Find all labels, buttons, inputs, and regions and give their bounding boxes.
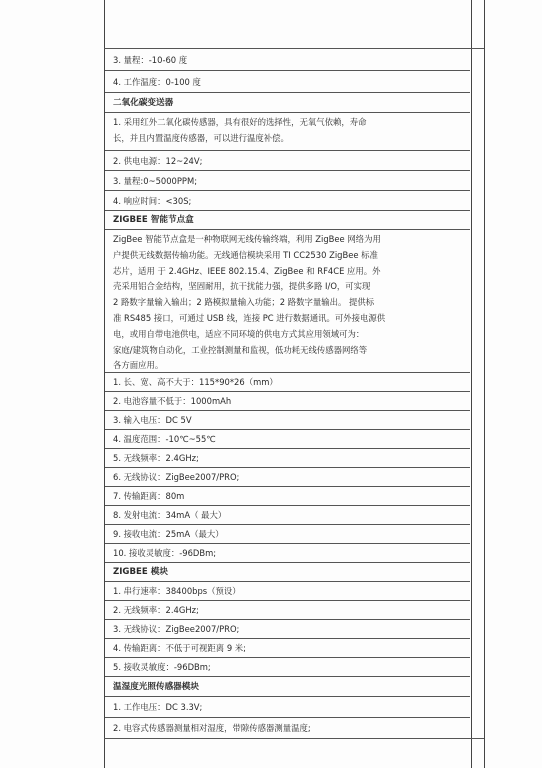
section-title: ZIGBEE 智能节点盒 — [113, 215, 194, 225]
paragraph-line: 户提供无线数据传输功能。无线通信模块采用 TI CC2530 ZigBee 标准 — [113, 249, 378, 260]
row-text: 2. 供电电源：12~24V; — [113, 156, 203, 166]
spec-row-response-time — [105, 190, 470, 210]
row-text: 4. 温度范围：-10℃~55℃ — [113, 434, 216, 444]
row-text: 10. 接收灵敏度：-96DBm; — [113, 548, 217, 558]
spec-row-receive-sensitivity — [105, 543, 470, 562]
section-heading-zigbee-node-box — [105, 210, 470, 229]
row-text: 3. 量程:0~5000PPM; — [113, 176, 198, 186]
spec-row-range-temp — [105, 48, 470, 70]
row-text: 5. 接收灵敏度：-96DBm; — [113, 662, 211, 672]
section-title: 温湿度光照传感器模块 — [113, 682, 199, 692]
spec-row-module-protocol — [105, 619, 470, 638]
row-text: 1. 工作电压：DC 3.3V; — [113, 702, 203, 712]
paragraph-line: 家庭/建筑物自动化，工业控制测量和监视，低功耗无线传感器网络等 — [113, 344, 368, 355]
spec-row-receive-current — [105, 524, 470, 543]
row-text: 3. 无线协议：ZigBee2007/PRO; — [113, 624, 240, 634]
paragraph-line: ZigBee 智能节点盒是一种物联网无线传输终端，利用 ZigBee 网络为用 — [113, 234, 381, 244]
paragraph-line: 壳采用铝合金结构，坚固耐用，抗干扰能力强，提供多路 I/O，可实现 — [113, 281, 371, 292]
paragraph-line: 1. 采用红外二氧化碳传感器，具有很好的选择性，无氧气依赖，寿命 — [113, 117, 367, 127]
spec-row-wireless-protocol — [105, 467, 470, 486]
row-text: 4. 传输距离：不低于可视距离 9 米; — [113, 643, 247, 653]
row-text: 9. 接收电流：25mA（最大） — [113, 529, 224, 539]
row-text: 7. 传输距离：80m — [113, 491, 185, 501]
row-text: 6. 无线协议：ZigBee2007/PRO; — [113, 472, 240, 482]
spec-row-power-supply — [105, 150, 470, 170]
row-text: 2. 电池容量不低于：1000mAh — [113, 396, 232, 406]
row-text: 1. 长、宽、高不大于：115*90*26（mm） — [113, 377, 278, 387]
section-heading-co2-transmitter — [105, 92, 470, 112]
spec-row-module-frequency — [105, 600, 470, 619]
section-heading-temp-humidity-light-module — [105, 676, 470, 696]
spec-row-module-distance — [105, 638, 470, 657]
spec-row-co2-range — [105, 170, 470, 190]
row-text: 4. 工作温度：0-100 度 — [113, 77, 201, 87]
spec-row-co2-sensor — [105, 112, 470, 150]
spec-row-wireless-frequency — [105, 448, 470, 467]
table-rule-bottom — [104, 738, 484, 739]
row-text: 2. 无线频率：2.4GHz; — [113, 605, 199, 615]
paragraph-line: 准 RS485 接口，可通过 USB 线，连接 PC 进行数据通讯。可外接电源供 — [113, 312, 386, 323]
spec-row-dimensions — [105, 372, 470, 391]
paragraph-zigbee-node-box — [105, 229, 470, 372]
section-heading-zigbee-module — [105, 562, 470, 581]
spec-row-transmission-distance — [105, 486, 470, 505]
row-text: 1. 串行速率：38400bps（预设） — [113, 586, 241, 596]
paragraph-line: 2 路数字量输入输出；2 路模拟量输入功能；2 路数字量输出。 提供标 — [113, 297, 375, 308]
spec-row-working-voltage — [105, 696, 470, 717]
spec-row-working-temp — [105, 70, 470, 92]
row-text: 2. 电容式传感器测量相对湿度，带隙传感器测量温度; — [113, 723, 311, 733]
row-text: 3. 量程：-10-60 度 — [113, 55, 188, 65]
spec-row-serial-rate — [105, 581, 470, 600]
row-text: 3. 输入电压：DC 5V — [113, 415, 192, 425]
spec-table-side-column — [470, 0, 485, 768]
spec-row-temperature-range — [105, 429, 470, 448]
row-text: 4. 响应时间：<30S; — [113, 196, 192, 206]
row-text: 5. 无线频率：2.4GHz; — [113, 453, 199, 463]
paragraph-line: 电，或用自带电池供电，适应不同环境的供电方式其应用领域可为： — [113, 328, 365, 339]
spec-row-input-voltage — [105, 410, 470, 429]
spec-row-transmit-current — [105, 505, 470, 524]
spec-row-capacitive-sensor — [105, 717, 470, 738]
paragraph-line: 长，并且内置温度传感器，可以进行温度补偿。 — [113, 132, 289, 143]
section-title: ZIGBEE 模块 — [113, 567, 168, 577]
row-text: 8. 发射电流：34mA（ 最大） — [113, 510, 227, 520]
spec-row-battery — [105, 391, 470, 410]
spec-row-module-sensitivity — [105, 657, 470, 676]
paragraph-line: 芯片，适用 于 2.4GHz、IEEE 802.15.4、ZigBee 和 RF4CE 应用。外 — [113, 265, 381, 276]
paragraph-line: 各方面应用。 — [113, 360, 164, 371]
section-title: 二氧化碳变送器 — [113, 98, 174, 108]
